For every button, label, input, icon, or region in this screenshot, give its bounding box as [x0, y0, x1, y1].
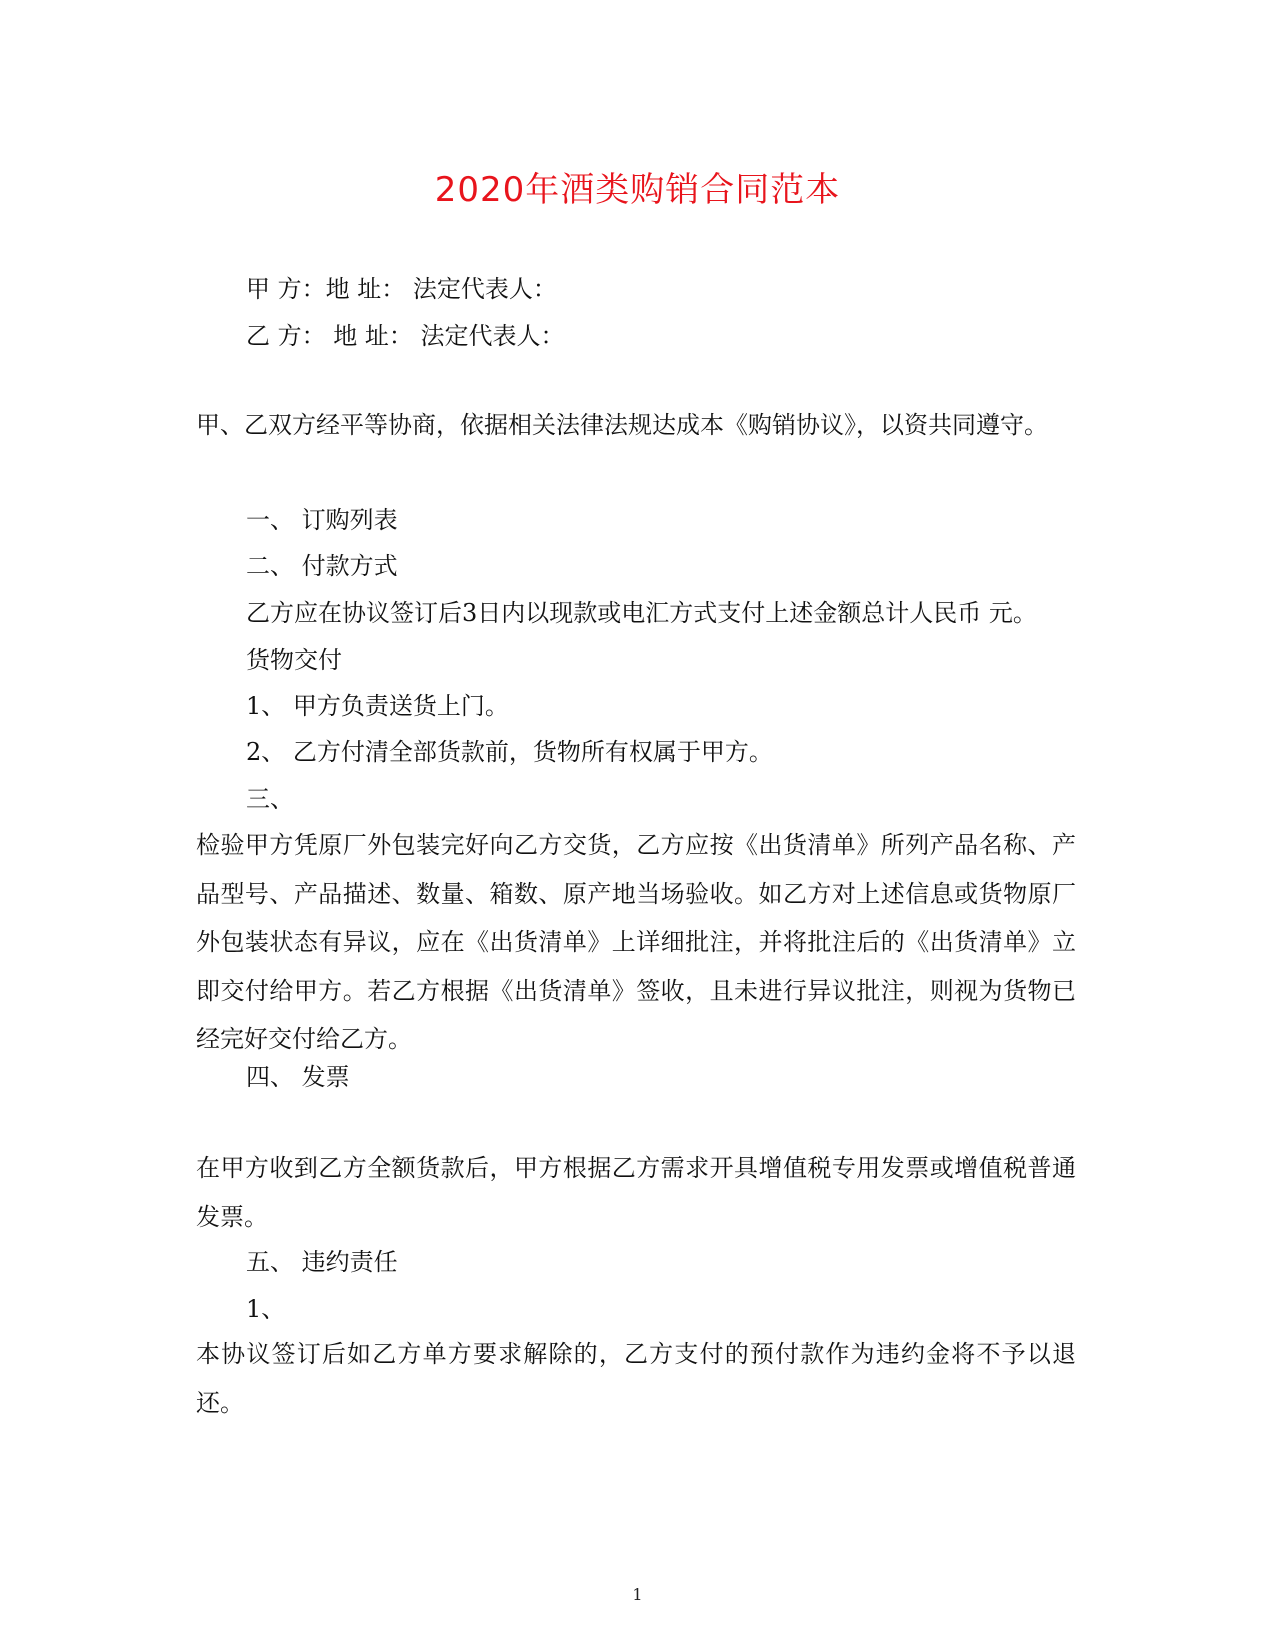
page-number: 1 [632, 1585, 643, 1604]
section-5-heading: 五、 违约责任 [246, 1248, 398, 1276]
delivery-item-1: 1、 甲方负责送货上门。 [246, 692, 509, 720]
document-title: 2020年酒类购销合同范本 [434, 170, 841, 210]
section-1-heading: 一、 订购列表 [246, 506, 398, 534]
section-2-heading: 二、 付款方式 [246, 552, 398, 580]
liability-item-1: 1、 [246, 1295, 286, 1323]
intro-paragraph: 甲、乙双方经平等协商，依据相关法律法规达成本《购销协议》，以资共同遵守。 [196, 411, 1048, 439]
invoice-paragraph: 在甲方收到乙方全额货款后，甲方根据乙方需求开具增值税专用发票或增值税普通发票。 [196, 1154, 1076, 1231]
delivery-heading: 货物交付 [246, 646, 342, 674]
delivery-item-2: 2、 乙方付清全部货款前，货物所有权属于甲方。 [246, 738, 773, 766]
party-b-line: 乙 方： 地 址： 法定代表人： [246, 322, 565, 350]
section-3-heading: 三、 [246, 785, 294, 813]
section-4-heading: 四、 发票 [246, 1063, 350, 1091]
party-a-line: 甲 方：地 址： 法定代表人： [246, 275, 557, 303]
payment-text: 乙方应在协议签订后3日内以现款或电汇方式支付上述金额总计人民币 元。 [246, 599, 1037, 627]
liability-paragraph: 本协议签订后如乙方单方要求解除的，乙方支付的预付款作为违约金将不予以退还。 [196, 1340, 1076, 1417]
inspection-paragraph: 检验甲方凭原厂外包装完好向乙方交货，乙方应按《出货清单》所列产品名称、产品型号、产品描述、数量、箱数、原产地当场验收。如乙方对上述信息或货物原厂外包装状态有异议，应在《出货清单》上详细批注，并将批注后的《出货清单》立即交付给甲方。若乙方根据《出货清单》签收，且未进行异议批注，则视为货物已经完好交付给乙方。 [196, 831, 1076, 1053]
